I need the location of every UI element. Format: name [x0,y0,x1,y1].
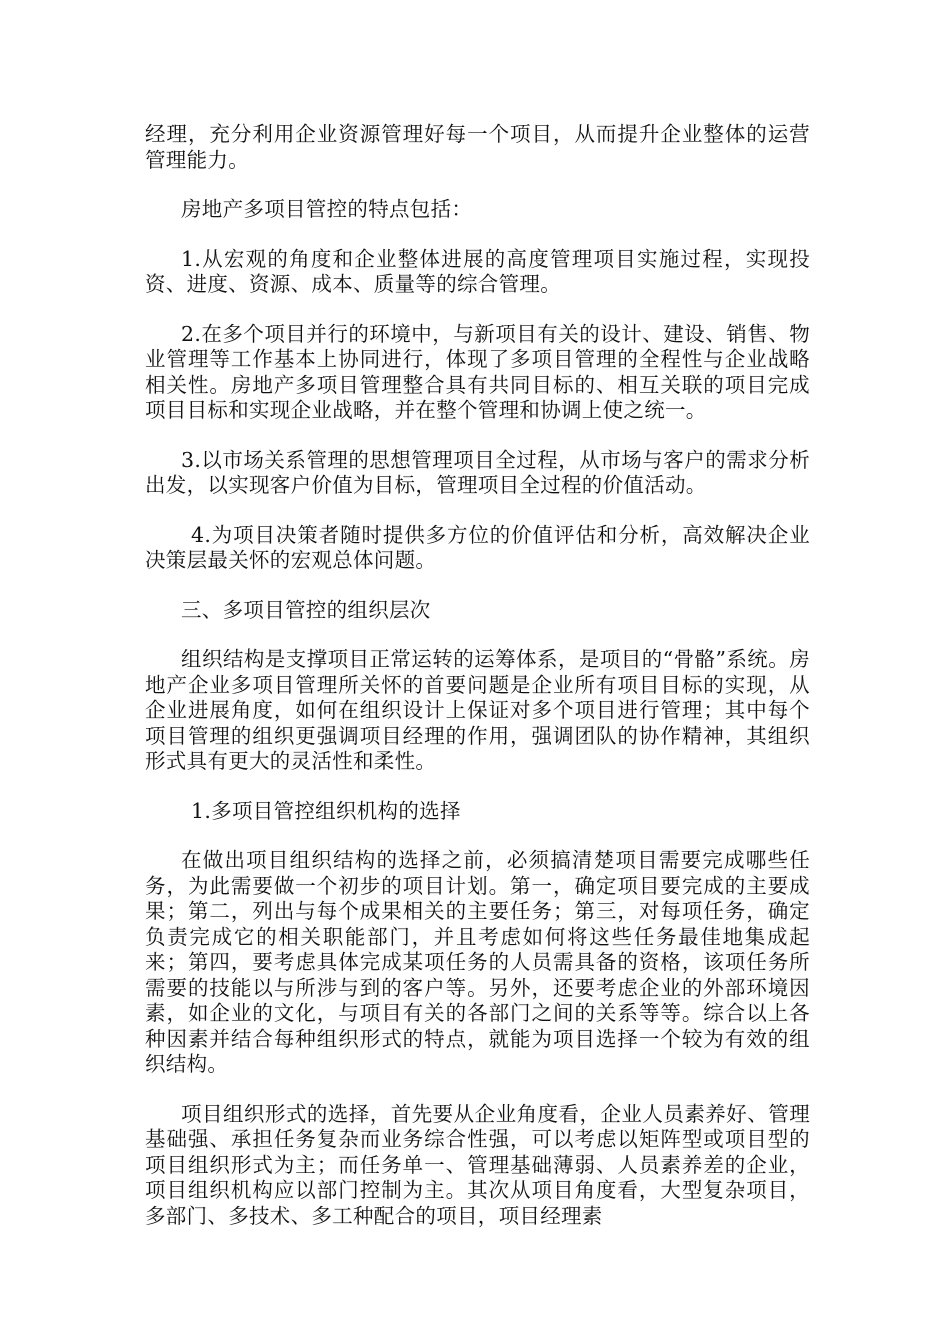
paragraph-continuation: 经理，充分利用企业资源管理好每一个项目，从而提升企业整体的运营管理能力。 [145,122,810,172]
paragraph-org-structure: 组织结构是支撑项目正常运转的运筹体系，是项目的“骨骼”系统。房地产企业多项目管理所关怀的首要问题是企业所有项目目标的实现，从企业进展角度，如何在组织设计上保证对多个项目进行管理；其中每个项目管理的组织更强调项目经理的作用，强调团队的协作精神，其组织形式具有更大的灵活性和柔性。 [145,647,810,773]
paragraph-feature-2: 2.在多个项目并行的环境中，与新项目有关的设计、建设、销售、物业管理等工作基本上协同进行，体现了多项目管理的全程性与企业战略相关性。房地产多项目管理整合具有共同目标的、相互关联的项目完成项目目标和实现企业战略，并在整个管理和协调上使之统一。 [145,321,810,422]
paragraph-feature-1: 1.从宏观的角度和企业整体进展的高度管理项目实施过程，实现投资、进度、资源、成本、质量等的综合管理。 [145,246,810,296]
paragraph-feature-3: 3.以市场关系管理的思想管理项目全过程，从市场与客户的需求分析出发，以实现客户价值为目标，管理项目全过程的价值活动。 [145,447,810,497]
section-heading-3: 三、多项目管控的组织层次 [181,597,431,622]
subsection-heading-1: 1.多项目管控组织机构的选择 [191,798,461,823]
paragraph-features-intro: 房地产多项目管控的特点包括： [181,197,473,221]
paragraph-selection-process: 在做出项目组织结构的选择之前，必须搞清楚项目需要完成哪些任务，为此需要做一个初步的项目计划。第一，确定项目要完成的主要成果；第二，列出与每个成果相关的主要任务；第三，对每项任务，确定负责完成它的相关职能部门，并且考虑如何将这些任务最佳地集成起来；第四，要考虑具体完成某项任务的人员需具备的资格，该项任务所需要的技能以与所涉与到的客户等。另外，还要考虑企业的外部环境因素，如企业的文化，与项目有关的各部门之间的关系等等。综合以上各种因素并结合每种组织形式的特点，就能为项目选择一个较为有效的组织结构。 [145,848,810,1076]
paragraph-selection-criteria: 项目组织形式的选择，首先要从企业角度看，企业人员素养好、管理基础强、承担任务复杂而业务综合性强，可以考虑以矩阵型或项目型的项目组织形式为主；而任务单一、管理基础薄弱、人员素养差的企业，项目组织机构应以部门控制为主。其次从项目角度看，大型复杂项目，多部门、多技术、多工种配合的项目，项目经理素 [145,1101,810,1228]
paragraph-feature-4: 4.为项目决策者随时提供多方位的价值评估和分析，高效解决企业决策层最关怀的宏观总体问题。 [145,522,810,572]
document-body [145,122,810,1253]
